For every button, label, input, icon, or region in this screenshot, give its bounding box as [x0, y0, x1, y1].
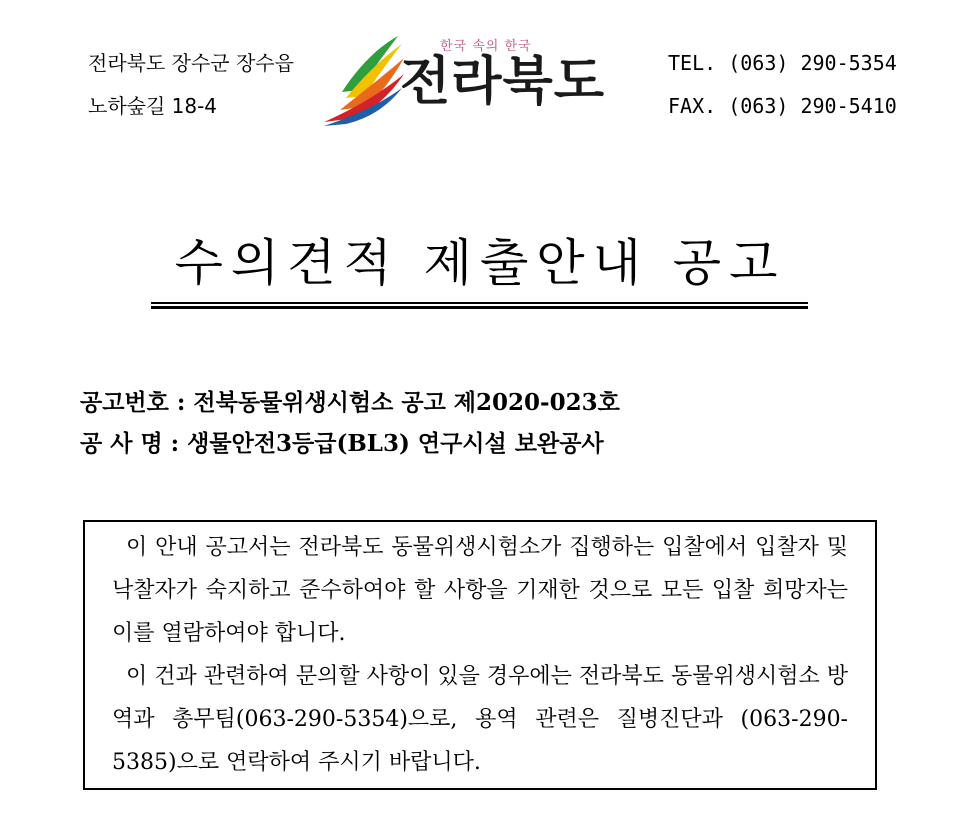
title-underline-thick	[151, 306, 808, 309]
notice-paragraph-2-text: 이 건과 관련하여 문의할 사항이 있을 경우에는 전라북도 동물위생시험소 방역과 총무팀(063-290-5354)으로, 용역 관련은 질병진단과 (063-290-5385)으로 연락하여 주시기 바랍니다.	[112, 664, 848, 775]
page-title: 수의견적 제출안내 공고	[174, 234, 786, 292]
address-block	[88, 42, 294, 128]
notice-box	[83, 520, 877, 790]
notice-paragraph-1-text: 이 안내 공고서는 전라북도 동물위생시험소가 집행하는 입찰에서 입찰자 및 낙찰자가 숙지하고 준수하여야 할 사항을 기재한 것으로 모든 입찰 희망자는 이를 열람하여야 합니다.	[112, 535, 848, 646]
logo-name: 전라북도	[400, 52, 605, 112]
jeollabuk-do-logo	[316, 30, 606, 130]
logo-slogan: 한국 속의 한국	[440, 39, 532, 54]
title-underline-thin	[151, 302, 808, 304]
notice-paragraph-1	[112, 526, 848, 655]
tel-number: TEL. (063) 290-5354	[668, 51, 897, 75]
address-line-2: 노하숲길 18-4	[88, 94, 218, 118]
notice-paragraph-2	[112, 655, 848, 784]
fax-number: FAX. (063) 290-5410	[668, 94, 897, 118]
notice-number: 공고번호 : 전북동물위생시험소 공고 제2020-023호	[80, 389, 620, 416]
notice-meta	[80, 382, 620, 464]
project-name: 공 사 명 : 생물안전3등급(BL3) 연구시설 보완공사	[80, 430, 604, 457]
contact-block	[668, 42, 897, 128]
address-line-1: 전라북도 장수군 장수읍	[88, 51, 294, 75]
logo-swoosh-icon	[316, 30, 411, 130]
